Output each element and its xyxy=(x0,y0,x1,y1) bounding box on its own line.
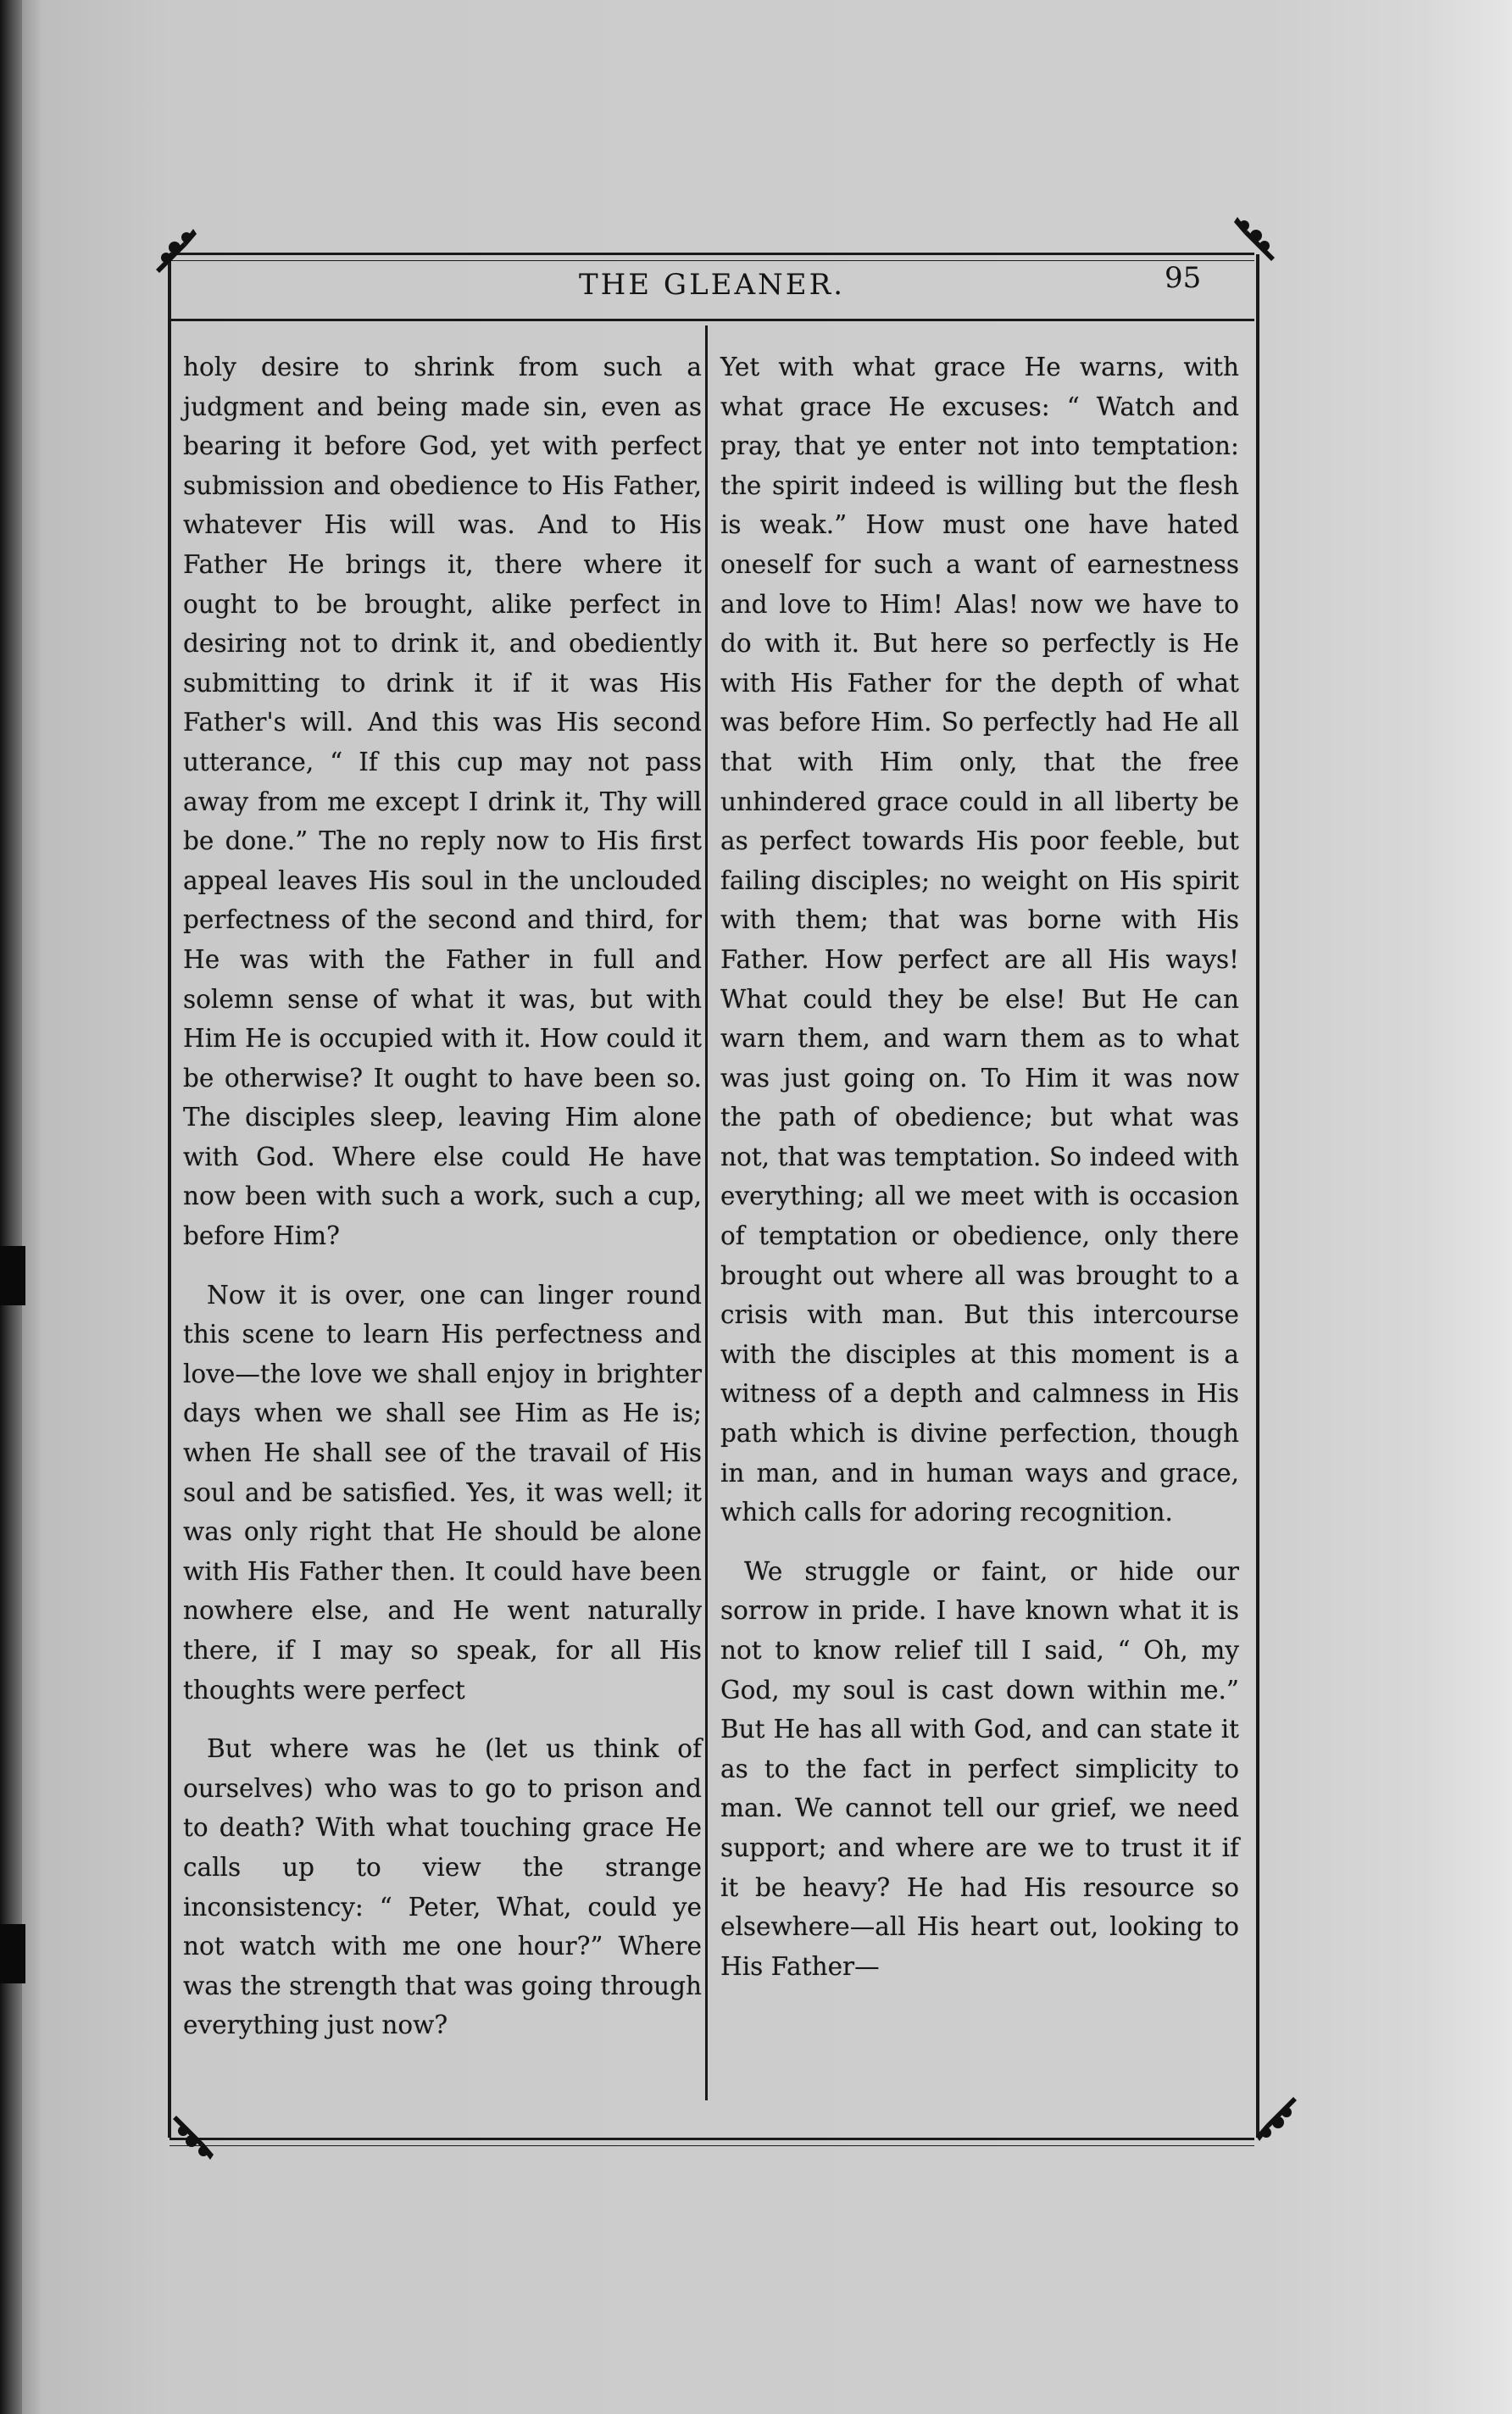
bottom-border-rule xyxy=(170,2138,1254,2140)
book-binding-edge xyxy=(0,0,22,2414)
paragraph: But where was he (let us think of ourselves) who was to go to prison and to death? With what touching grace He calls up to view the strange inconsistency: “ Peter, What, could ye not watch with me one hour?” Where was the strength that was going through everything just now? xyxy=(183,1734,702,2040)
fern-leaf-icon xyxy=(1249,2094,1304,2148)
paragraph: Now it is over, one can linger round this scene to learn His perfectness and love—the love we shall enjoy in brighter days when we shall see Him as He is; when He shall see of the travail of His soul and be satisfied. Yes, it was well; it was only right that He should be alone with His Father then. It could have been nowhere else, and He went naturally there, if I may so speak, for all His thoughts were perfect xyxy=(183,1280,702,1705)
fern-leaf-icon xyxy=(1227,210,1281,264)
bottom-border-rule-thin xyxy=(170,2145,1254,2146)
header-rule xyxy=(170,319,1254,321)
column-divider xyxy=(705,325,708,2100)
running-title: THE GLEANER. xyxy=(578,268,846,302)
paragraph: We struggle or faint, or hide our sorrow in pride. I have known what it is not to know relief till I said, “ Oh, my God, my soul is cast down within me.” But He has all with God, and can state it as to the fact in perfect simplicity to man. We cannot tell our grief, we need support; and where are we to trust it if it be heavy? He had His resource so elsewhere—all His heart out, looking to His Father— xyxy=(720,1556,1239,1981)
binding-tab xyxy=(0,1246,25,1305)
right-column xyxy=(720,348,1239,1986)
binding-tab xyxy=(0,1924,25,1983)
paragraph: Yet with what grace He warns, with what grace He excuses: “ Watch and pray, that ye enter not into temptation: the spirit indeed is willing but the flesh is weak.” How must one have hated oneself for such a want of earnestness and love to Him! Alas! now we have to do with it. But here so perfectly is He with His Father for the depth of what was before Him. So perfectly had He all that with Him only, that the free unhindered grace could in all liberty be as perfect towards His poor feeble, but failing disciples; no weight on His spirit with them; that was borne with His Father. How perfect are all His ways! What could they be else! But He can warn them, and warn them as to what was just going on. To Him it was now the path of obedience; but what was not, that was temptation. So indeed with everything; all we meet with is occasion of temptation or obedience, only there brought out where all was brought to a crisis with man. But this intercourse with the disciples at this moment is a witness of a depth and calmness in His path which is divine perfection, though in man, and in human ways and grace, which calls for adoring recognition. xyxy=(720,353,1239,1527)
left-column xyxy=(183,348,702,2045)
paragraph: holy desire to shrink from such a judgment and being made sin, even as bearing it before God, yet with perfect submission and obedience to His Father, whatever His will was. And to His Father He brings it, there where it ought to be brought, alike perfect in desiring not to drink it, and obediently submitting to drink it if it was His Father's will. And this was His second utterance, “ If this cup may not pass away from me except I drink it, Thy will be done.” The no reply now to His first appeal leaves His soul in the unclouded perfectness of the second and third, for He was with the Father in full and solemn sense of what it was, but with Him He is occupied with it. How could it be otherwise? It ought to have been so. The disciples sleep, leaving Him alone with God. Where else could He have now been with such a work, such a cup, before Him? xyxy=(183,353,702,1251)
fern-leaf-icon xyxy=(166,2112,220,2166)
page-number: 95 xyxy=(1165,261,1202,295)
